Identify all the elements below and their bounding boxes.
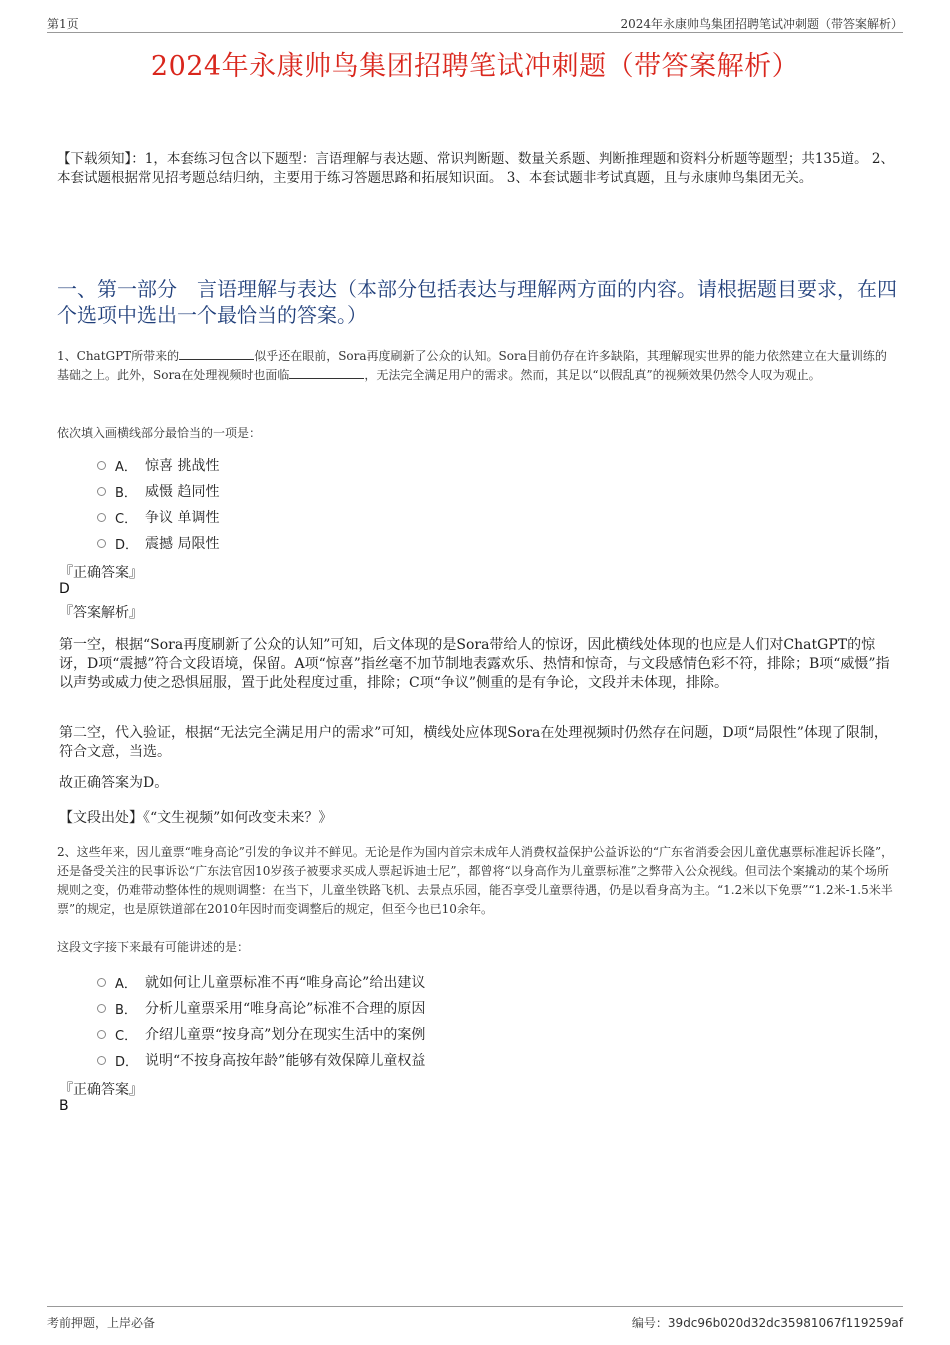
radio-icon[interactable] — [97, 1030, 106, 1039]
q1-option-a[interactable]: A． 惊喜 挑战性 — [97, 452, 797, 478]
q1-option-b[interactable]: B． 威慑 趋同性 — [97, 478, 797, 504]
q1-stem-part1: 1、ChatGPT所带来的 — [57, 349, 180, 363]
q1-analysis-paragraph-1: 第一空，根据“Sora再度刷新了公众的认知”可知，后文体现的是Sora带给人的惊讶，因此横线处体现的也应是人们对ChatGPT的惊讶，D项“震撼”符合文段语境，保留。A项“惊喜”指丝毫不加节制地表露欢乐、热情和惊奇，与文段感情色彩不符，排除；B项“威慑”指以声势或威力使之恐惧屈服，置于此处程度过重，排除；C项“争议”侧重的是有争论，文段并未体现，排除。 — [59, 637, 890, 691]
q2-option-a[interactable]: A． 就如何让儿童票标准不再“唯身高论”给出建议 — [97, 969, 797, 995]
q1-analysis-paragraph-3: 故正确答案为D。 — [59, 775, 169, 791]
q1-analysis-label: 『答案解析』 — [59, 605, 143, 621]
q2-options — [97, 969, 797, 1073]
q1-option-d[interactable]: D． 震撼 局限性 — [97, 530, 797, 556]
q1-source: 【文段出处】《“文生视频”如何改变未来？》 — [59, 810, 333, 826]
question-1-stem — [57, 347, 897, 385]
radio-icon[interactable] — [97, 1056, 106, 1065]
section-heading: 一、第一部分 言语理解与表达（本部分包括表达与理解两方面的内容。请根据题目要求，在四个选项中选出一个最恰当的答案。） — [57, 277, 897, 327]
q1-answer: D — [59, 581, 70, 597]
footer-code: 编号：39dc96b020d32dc35981067f119259af — [631, 1316, 903, 1330]
q1-analysis-paragraph-2: 第二空，代入验证，根据“无法完全满足用户的需求”可知，横线处应体现Sora在处理视频时仍然存在问题，D项“局限性”体现了限制，符合文意，当选。 — [59, 725, 888, 760]
page-header — [47, 14, 903, 33]
q1-stem-part3: ，无法完全满足用户的需求。然而，其足以“以假乱真”的视频效果仍然令人叹为观止。 — [364, 368, 821, 382]
radio-icon[interactable] — [97, 487, 106, 496]
q1-options — [97, 452, 797, 556]
radio-icon[interactable] — [97, 461, 106, 470]
footer-slogan: 考前押题，上岸必备 — [47, 1316, 156, 1330]
q1-blank-2 — [289, 366, 364, 379]
q2-answer: B — [59, 1098, 69, 1114]
q1-option-c[interactable]: C． 争议 单调性 — [97, 504, 797, 530]
question-2-stem: 2、这些年来，因儿童票“唯身高论”引发的争议并不鲜见。无论是作为国内首宗未成年人消费权益保护公益诉讼的“广东省消委会因儿童优惠票标准起诉长隆”，还是备受关注的民事诉讼“广东法官因10岁孩子被要求买成人票起诉迪士尼”，都曾将“以身高作为儿童票标准”之弊带入公众视线。但司法个案撬动的某个场所规则之变，仍难带动整体性的规则调整：在当下，儿童坐铁路飞机、去景点乐园，能否享受儿童票待遇，仍是以看身高为主。“1.2米以下免票”“1.2米-1.5米半票”的规定，也是原铁道部在2010年因时而变调整后的规定，但至今也已10余年。 — [57, 845, 894, 916]
radio-icon[interactable] — [97, 513, 106, 522]
q1-prompt: 依次填入画横线部分最恰当的一项是： — [57, 426, 262, 440]
q2-option-d[interactable]: D． 说明“不按身高按年龄”能够有效保障儿童权益 — [97, 1047, 797, 1073]
q2-option-b[interactable]: B． 分析儿童票采用“唯身高论”标准不合理的原因 — [97, 995, 797, 1021]
q2-prompt: 这段文字接下来最有可能讲述的是： — [57, 940, 250, 954]
q1-blank-1 — [179, 347, 254, 360]
q2-option-c[interactable]: C． 介绍儿童票“按身高”划分在现实生活中的案例 — [97, 1021, 797, 1047]
page-number: 第1页 — [47, 16, 79, 31]
q2-answer-label: 『正确答案』 — [59, 1082, 143, 1098]
q1-stem-part2: 似乎还在眼前，Sora再度刷新了公众的认知。Sora目前仍存在许多缺陷，其理解现实世界的能力依然建立在大量训练的基础之上。此外，Sora在处理视频时也面临 — [57, 349, 887, 382]
header-doc-title: 2024年永康帅鸟集团招聘笔试冲刺题（带答案解析） — [620, 16, 903, 31]
page-footer — [47, 1306, 903, 1331]
radio-icon[interactable] — [97, 1004, 106, 1013]
radio-icon[interactable] — [97, 978, 106, 987]
download-notice: 【下载须知】：1，本套练习包含以下题型：言语理解与表达题、常识判断题、数量关系题、判断推理题和资料分析题等题型；共135道。 2、本套试题根据常见招考题总结归纳，主要用于练习答题思路和拓展知识面。 3、本套试题非考试真题，且与永康帅鸟集团无关。 — [57, 151, 894, 186]
q1-answer-label: 『正确答案』 — [59, 565, 143, 581]
page-title: 2024年永康帅鸟集团招聘笔试冲刺题（带答案解析） — [150, 51, 800, 82]
radio-icon[interactable] — [97, 539, 106, 548]
